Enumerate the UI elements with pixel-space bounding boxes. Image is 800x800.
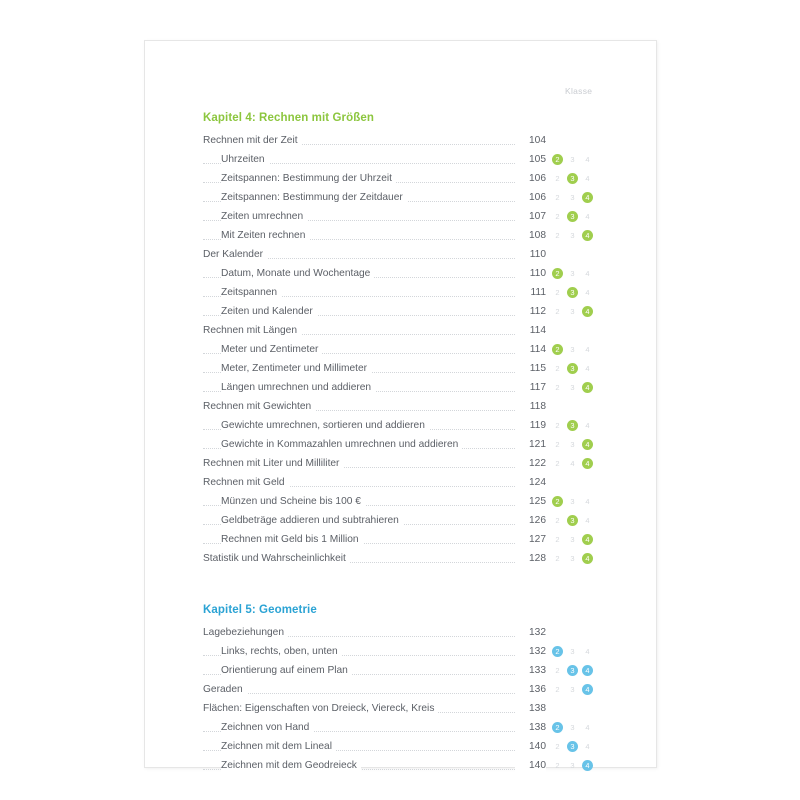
toc-entry-title: Lagebeziehungen <box>203 623 288 642</box>
toc-entry-page-number: 118 <box>515 397 546 416</box>
grade-badge-active: 4 <box>582 458 593 469</box>
chapter-section <box>203 112 603 568</box>
grade-badge-inactive: 2 <box>555 742 560 751</box>
grade-badge-inactive: 3 <box>570 535 575 544</box>
toc-entry-page-number: 140 <box>515 756 546 775</box>
grade-badge-inactive: 3 <box>570 497 575 506</box>
toc-entry[interactable] <box>203 340 603 359</box>
grade-badge-active: 4 <box>582 534 593 545</box>
grade-badge-inactive: 2 <box>555 288 560 297</box>
toc-entry[interactable] <box>203 150 603 169</box>
grade-badge-inactive: 4 <box>585 516 590 525</box>
grade-badge-inactive: 2 <box>555 459 560 468</box>
toc-entry-title: Längen umrechnen und addieren <box>221 378 375 397</box>
grade-badge-inactive: 2 <box>555 421 560 430</box>
grade-badge-inactive: 4 <box>585 497 590 506</box>
klasse-label: Klasse <box>565 86 593 96</box>
grade-badge-active: 2 <box>552 344 563 355</box>
toc-entry-page-number: 106 <box>515 188 546 207</box>
toc-entry-title: Zeichnen mit dem Lineal <box>221 737 336 756</box>
toc-entry-title: Statistik und Wahrscheinlichkeit <box>203 549 350 568</box>
toc-entry[interactable] <box>203 623 603 642</box>
toc-entry-page-number: 132 <box>515 642 546 661</box>
grade-badge-inactive: 4 <box>585 269 590 278</box>
toc-entry-page-number: 110 <box>515 245 546 264</box>
grade-badge-active: 3 <box>567 363 578 374</box>
grade-badge-inactive: 2 <box>555 193 560 202</box>
grade-badge-inactive: 4 <box>585 421 590 430</box>
toc-entry[interactable] <box>203 680 603 699</box>
toc-entry-title: Flächen: Eigenschaften von Dreieck, Viereck, Kreis <box>203 699 438 718</box>
toc-entry-page-number: 107 <box>515 207 546 226</box>
toc-entry[interactable] <box>203 756 603 775</box>
grade-column-header <box>203 86 603 102</box>
grade-badge-active: 4 <box>582 439 593 450</box>
toc-entry-title: Zeichnen von Hand <box>221 718 313 737</box>
toc-entry-title: Zeitspannen: Bestimmung der Zeitdauer <box>221 188 407 207</box>
toc-entry-title: Gewichte in Kommazahlen umrechnen und addieren <box>221 435 462 454</box>
grade-badge-inactive: 2 <box>555 174 560 183</box>
grade-badge-active: 4 <box>582 553 593 564</box>
toc-entry-page-number: 108 <box>515 226 546 245</box>
toc-entry-title: Rechnen mit der Zeit <box>203 131 302 150</box>
toc-entry-page-number: 122 <box>515 454 546 473</box>
grade-badge-active: 2 <box>552 154 563 165</box>
toc-entry-page-number: 138 <box>515 718 546 737</box>
toc-entry-title: Rechnen mit Längen <box>203 321 301 340</box>
toc-entry-title: Zeitspannen: Bestimmung der Uhrzeit <box>221 169 396 188</box>
toc-entry-title: Münzen und Scheine bis 100 € <box>221 492 365 511</box>
grade-badge-inactive: 4 <box>585 364 590 373</box>
grade-badge-inactive: 3 <box>570 231 575 240</box>
grade-badge-inactive: 3 <box>570 685 575 694</box>
toc-entry[interactable] <box>203 661 603 680</box>
grade-badge-inactive: 4 <box>585 155 590 164</box>
grade-badge-inactive: 3 <box>570 723 575 732</box>
grade-badge-inactive: 3 <box>570 761 575 770</box>
grade-badge-active: 4 <box>582 382 593 393</box>
toc-entry-page-number: 138 <box>515 699 546 718</box>
toc-entry-page-number: 115 <box>515 359 546 378</box>
grade-badge-active: 3 <box>567 287 578 298</box>
toc-entry-title: Rechnen mit Gewichten <box>203 397 315 416</box>
toc-entry-page-number: 119 <box>515 416 546 435</box>
chapter-heading: Kapitel 5: Geometrie <box>203 604 317 616</box>
grade-badge-inactive: 3 <box>570 345 575 354</box>
toc-entry-page-number: 124 <box>515 473 546 492</box>
grade-badge-active: 2 <box>552 646 563 657</box>
grade-badge-inactive: 2 <box>555 231 560 240</box>
toc-entry-title: Meter und Zentimeter <box>221 340 322 359</box>
grade-badge-active: 4 <box>582 192 593 203</box>
grade-badge-inactive: 2 <box>555 666 560 675</box>
grade-badge-inactive: 4 <box>585 647 590 656</box>
toc-entry-page-number: 128 <box>515 549 546 568</box>
grade-badge-inactive: 4 <box>585 212 590 221</box>
toc-entry[interactable] <box>203 737 603 756</box>
grade-badge-active: 3 <box>567 173 578 184</box>
grade-badge-inactive: 2 <box>555 364 560 373</box>
grade-badge-active: 3 <box>567 741 578 752</box>
grade-badge-active: 3 <box>567 211 578 222</box>
grade-badge-inactive: 2 <box>555 685 560 694</box>
toc-entry[interactable] <box>203 207 603 226</box>
toc-entry[interactable] <box>203 699 603 718</box>
grade-badge-inactive: 2 <box>555 383 560 392</box>
toc-entry[interactable] <box>203 454 603 473</box>
toc-entry[interactable] <box>203 718 603 737</box>
grade-badge-inactive: 3 <box>570 307 575 316</box>
toc-entry-title: Meter, Zentimeter und Millimeter <box>221 359 371 378</box>
grade-badge-active: 4 <box>582 306 593 317</box>
toc-entry[interactable] <box>203 530 603 549</box>
toc-entry-page-number: 112 <box>515 302 546 321</box>
grade-badge-active: 2 <box>552 722 563 733</box>
grade-badge-inactive: 3 <box>570 155 575 164</box>
toc-entry-page-number: 114 <box>515 340 546 359</box>
toc-entry-page-number: 106 <box>515 169 546 188</box>
grade-badge-active: 2 <box>552 268 563 279</box>
toc-entry[interactable] <box>203 473 603 492</box>
toc-entry[interactable] <box>203 226 603 245</box>
chapter-heading: Kapitel 4: Rechnen mit Größen <box>203 112 374 124</box>
toc-entry-page-number: 125 <box>515 492 546 511</box>
toc-entry-page-number: 105 <box>515 150 546 169</box>
toc-entry-title: Mit Zeiten rechnen <box>221 226 309 245</box>
grade-badge-inactive: 4 <box>585 345 590 354</box>
toc-entry-title: Orientierung auf einem Plan <box>221 661 352 680</box>
grade-badge-active: 3 <box>567 665 578 676</box>
toc-entry-title: Datum, Monate und Wochentage <box>221 264 374 283</box>
dot-leader <box>203 693 519 694</box>
toc-entry-title: Der Kalender <box>203 245 267 264</box>
toc-entry[interactable] <box>203 511 603 530</box>
grade-badge-inactive: 3 <box>570 647 575 656</box>
toc-entry-title: Geldbeträge addieren und subtrahieren <box>221 511 403 530</box>
toc-entry-page-number: 111 <box>515 283 546 302</box>
toc-entry-title: Zeiten umrechnen <box>221 207 307 226</box>
toc-entry-page-number: 117 <box>515 378 546 397</box>
toc-entry[interactable] <box>203 131 603 150</box>
grade-badge-inactive: 3 <box>570 383 575 392</box>
grade-badge-inactive: 4 <box>585 723 590 732</box>
grade-badge-active: 4 <box>582 684 593 695</box>
toc-entry-title: Rechnen mit Geld <box>203 473 289 492</box>
toc-entry-page-number: 114 <box>515 321 546 340</box>
toc-entry[interactable] <box>203 169 603 188</box>
toc-entry-page-number: 104 <box>515 131 546 150</box>
grade-badge-inactive: 2 <box>555 307 560 316</box>
chapter-list <box>203 112 603 775</box>
toc-entry-title: Zeiten und Kalender <box>221 302 317 321</box>
toc-entry-title: Uhrzeiten <box>221 150 269 169</box>
toc-entry[interactable] <box>203 378 603 397</box>
toc-entry[interactable] <box>203 435 603 454</box>
toc-entry-title: Geraden <box>203 680 247 699</box>
toc-entry-page-number: 140 <box>515 737 546 756</box>
grade-badge-active: 4 <box>582 230 593 241</box>
toc-entry[interactable] <box>203 549 603 568</box>
grade-badge-active: 4 <box>582 665 593 676</box>
grade-badge-inactive: 3 <box>570 269 575 278</box>
grade-badge-active: 4 <box>582 760 593 771</box>
toc-entry-page-number: 126 <box>515 511 546 530</box>
toc-entry[interactable] <box>203 397 603 416</box>
toc-entry[interactable] <box>203 245 603 264</box>
toc-entry[interactable] <box>203 321 603 340</box>
toc-entry-page-number: 133 <box>515 661 546 680</box>
toc-entry-title: Zeichnen mit dem Geodreieck <box>221 756 361 775</box>
grade-badge-inactive: 2 <box>555 554 560 563</box>
grade-badge-inactive: 4 <box>570 459 575 468</box>
document-page <box>144 40 657 771</box>
toc-entry[interactable] <box>203 264 603 283</box>
grade-badge-inactive: 2 <box>555 761 560 770</box>
toc-entry[interactable] <box>203 359 603 378</box>
grade-badge-inactive: 2 <box>555 516 560 525</box>
grade-badge-inactive: 2 <box>555 440 560 449</box>
toc-entry[interactable] <box>203 302 603 321</box>
grade-badge-inactive: 4 <box>585 288 590 297</box>
toc-entry-title: Links, rechts, oben, unten <box>221 642 342 661</box>
grade-badge-inactive: 4 <box>585 174 590 183</box>
grade-badge-inactive: 3 <box>570 554 575 563</box>
grade-badge-inactive: 2 <box>555 535 560 544</box>
toc-entry-title: Gewichte umrechnen, sortieren und addieren <box>221 416 429 435</box>
grade-badge-active: 3 <box>567 420 578 431</box>
toc-entry[interactable] <box>203 642 603 661</box>
toc-entry-title: Rechnen mit Liter und Milliliter <box>203 454 343 473</box>
toc-entry[interactable] <box>203 188 603 207</box>
toc-entry[interactable] <box>203 492 603 511</box>
toc-entry-title: Zeitspannen <box>221 283 281 302</box>
table-of-contents <box>203 86 603 775</box>
grade-badge-inactive: 2 <box>555 212 560 221</box>
toc-entry[interactable] <box>203 416 603 435</box>
grade-badge-active: 3 <box>567 515 578 526</box>
toc-entry-page-number: 132 <box>515 623 546 642</box>
toc-entry-page-number: 127 <box>515 530 546 549</box>
grade-badge-active: 2 <box>552 496 563 507</box>
grade-badge-inactive: 3 <box>570 193 575 202</box>
toc-entry[interactable] <box>203 283 603 302</box>
grade-badge-inactive: 4 <box>585 742 590 751</box>
toc-entry-page-number: 110 <box>515 264 546 283</box>
toc-entry-title: Rechnen mit Geld bis 1 Million <box>221 530 363 549</box>
toc-entry-page-number: 121 <box>515 435 546 454</box>
toc-entry-page-number: 136 <box>515 680 546 699</box>
chapter-section <box>203 604 603 775</box>
grade-badge-inactive: 3 <box>570 440 575 449</box>
